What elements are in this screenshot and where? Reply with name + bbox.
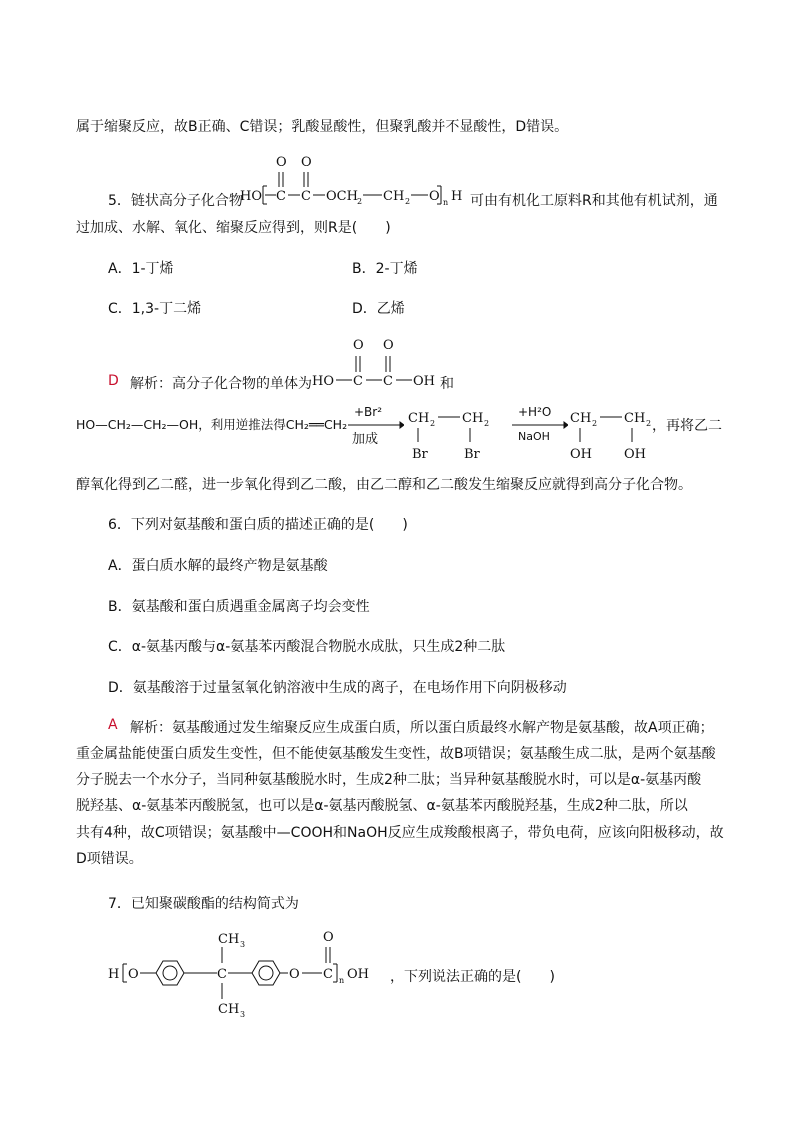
q6-analysis-line5: 共有4种，故C项错误；氨基酸中—COOH和NaOH反应生成羧酸根离子，带负电荷，应该向阳极移动，故 [76, 825, 724, 841]
svg-text:OH: OH [624, 447, 646, 462]
polymer-h: H [451, 189, 463, 204]
q5-analysis-part1: 解析：高分子化合物的单体为 [130, 376, 312, 392]
q5-stem-part2: 可由有机化工原料R和其他有机试剂，通 [470, 193, 718, 209]
polymer-c1: C [276, 189, 286, 204]
svg-text:OH: OH [570, 447, 592, 462]
q5-option-a: A．1-丁烯 [108, 261, 174, 277]
svg-text:H: H [108, 967, 120, 982]
q5-analysis-line2-right: ，再将乙二 [652, 418, 722, 434]
q6-option-a: A．蛋白质水解的最终产物是氨基酸 [108, 558, 328, 574]
svg-text:C: C [353, 374, 363, 389]
q6-analysis-line3: 分子脱去一个水分子，当同种氨基酸脱水时，生成2种二肽；当异种氨基酸脱水时，可以是α-氨基丙酸 [76, 772, 702, 788]
q5-answer: D [108, 373, 119, 389]
svg-text:HO: HO [312, 374, 334, 389]
reagent-br2: +Br² [354, 405, 383, 419]
reagent-addition: 加成 [352, 432, 379, 447]
q6-analysis-line6: D项错误。 [76, 851, 143, 867]
polymer-o3: O [429, 189, 440, 204]
svg-text:2: 2 [405, 197, 411, 206]
svg-text:CH: CH [218, 1002, 240, 1017]
reaction-arrow-2 [512, 420, 568, 430]
svg-text:O: O [289, 967, 300, 982]
svg-text:O: O [323, 930, 334, 945]
svg-text:Br: Br [412, 447, 428, 462]
svg-text:CH: CH [408, 411, 430, 426]
svg-text:2: 2 [646, 419, 652, 428]
q6-analysis-line2: 重金属盐能使蛋白质发生变性，但不能使氨基酸发生变性，故B项错误；氨基酸生成二肽，是两个氨基酸 [76, 746, 716, 762]
q5-stem-part3: 过加成、水解、氧化、缩聚反应得到，则R是( ) [76, 220, 391, 236]
svg-text:O: O [383, 338, 394, 353]
q6-stem: 6．下列对氨基酸和蛋白质的描述正确的是( ) [108, 517, 408, 533]
dibromoethane-structure [404, 406, 508, 462]
q6-answer: A [108, 717, 118, 733]
svg-text:C: C [383, 374, 393, 389]
svg-text:2: 2 [430, 419, 436, 428]
reagent-h2o: +H²O [518, 405, 552, 419]
polymer-och2: OCH [326, 189, 358, 204]
polymer-o2: O [301, 155, 312, 170]
q5-option-d: D．乙烯 [352, 301, 405, 317]
benzene-ring-1 [156, 961, 184, 985]
continued-text: 属于缩聚反应，故B正确、C错误；乳酸显酸性，但聚乳酸并不显酸性，D错误。 [76, 119, 569, 135]
svg-text:CH: CH [570, 411, 592, 426]
svg-text:OH: OH [347, 967, 369, 982]
svg-text:2: 2 [484, 419, 490, 428]
svg-text:O: O [128, 967, 139, 982]
q6-analysis-line1: 解析：氨基酸通过发生缩聚反应生成蛋白质，所以蛋白质最终水解产物是氨基酸，故A项正确； [130, 720, 714, 736]
svg-text:n: n [443, 198, 449, 207]
polymer-c2: C [301, 189, 311, 204]
q5-analysis-line3: 醇氧化得到乙二醛，进一步氧化得到乙二酸，由乙二醇和乙二酸发生缩聚反应就得到高分子化合物。 [76, 477, 692, 493]
q7-stem: 7．已知聚碳酸酯的结构简式为 [108, 896, 299, 912]
q5-monomer-structure [310, 332, 444, 392]
svg-text:CH: CH [218, 932, 240, 947]
q5-option-b: B．2-丁烯 [352, 261, 418, 277]
svg-text:2: 2 [592, 419, 598, 428]
benzene-ring-2 [252, 961, 280, 985]
polymer-ch2: CH [383, 189, 405, 204]
svg-text:2: 2 [357, 197, 363, 206]
svg-text:OH: OH [413, 374, 435, 389]
q5-analysis-line2-left: HO—CH₂—CH₂—OH，利用逆推法得CH₂══CH₂ [76, 417, 348, 432]
q5-analysis-and: 和 [440, 376, 454, 392]
svg-text:C: C [323, 967, 333, 982]
polycarbonate-structure [106, 925, 396, 1020]
q6-analysis-line4: 脱羟基、α-氨基苯丙酸脱氢，也可以是α-氨基丙酸脱氢、α-氨基苯丙酸脱羟基，生成2种二肽，所以 [76, 798, 688, 814]
q5-polymer-structure [236, 150, 468, 212]
svg-text:3: 3 [240, 1010, 246, 1019]
q6-option-c: C．α-氨基丙酸与α-氨基苯丙酸混合物脱水成肽，只生成2种二肽 [108, 639, 506, 655]
reagent-naoh: NaOH [518, 430, 550, 443]
svg-text:3: 3 [240, 940, 246, 949]
q6-option-d: D．氨基酸溶于过量氢氧化钠溶液中生成的离子，在电场作用下向阴极移动 [108, 680, 567, 696]
polymer-ho: HO [240, 189, 262, 204]
svg-text:n: n [339, 976, 345, 985]
svg-text:CH: CH [462, 411, 484, 426]
svg-text:CH: CH [624, 411, 646, 426]
polymer-o1: O [276, 155, 287, 170]
q7-stem-tail: ，下列说法正确的是( ) [390, 969, 555, 985]
q6-option-b: B．氨基酸和蛋白质遇重金属离子均会变性 [108, 599, 370, 615]
svg-text:O: O [353, 338, 364, 353]
svg-text:C: C [217, 967, 227, 982]
q5-stem-part1: 5．链状高分子化合物 [108, 193, 243, 209]
q5-option-c: C．1,3-丁二烯 [108, 301, 202, 317]
svg-text:Br: Br [464, 447, 480, 462]
